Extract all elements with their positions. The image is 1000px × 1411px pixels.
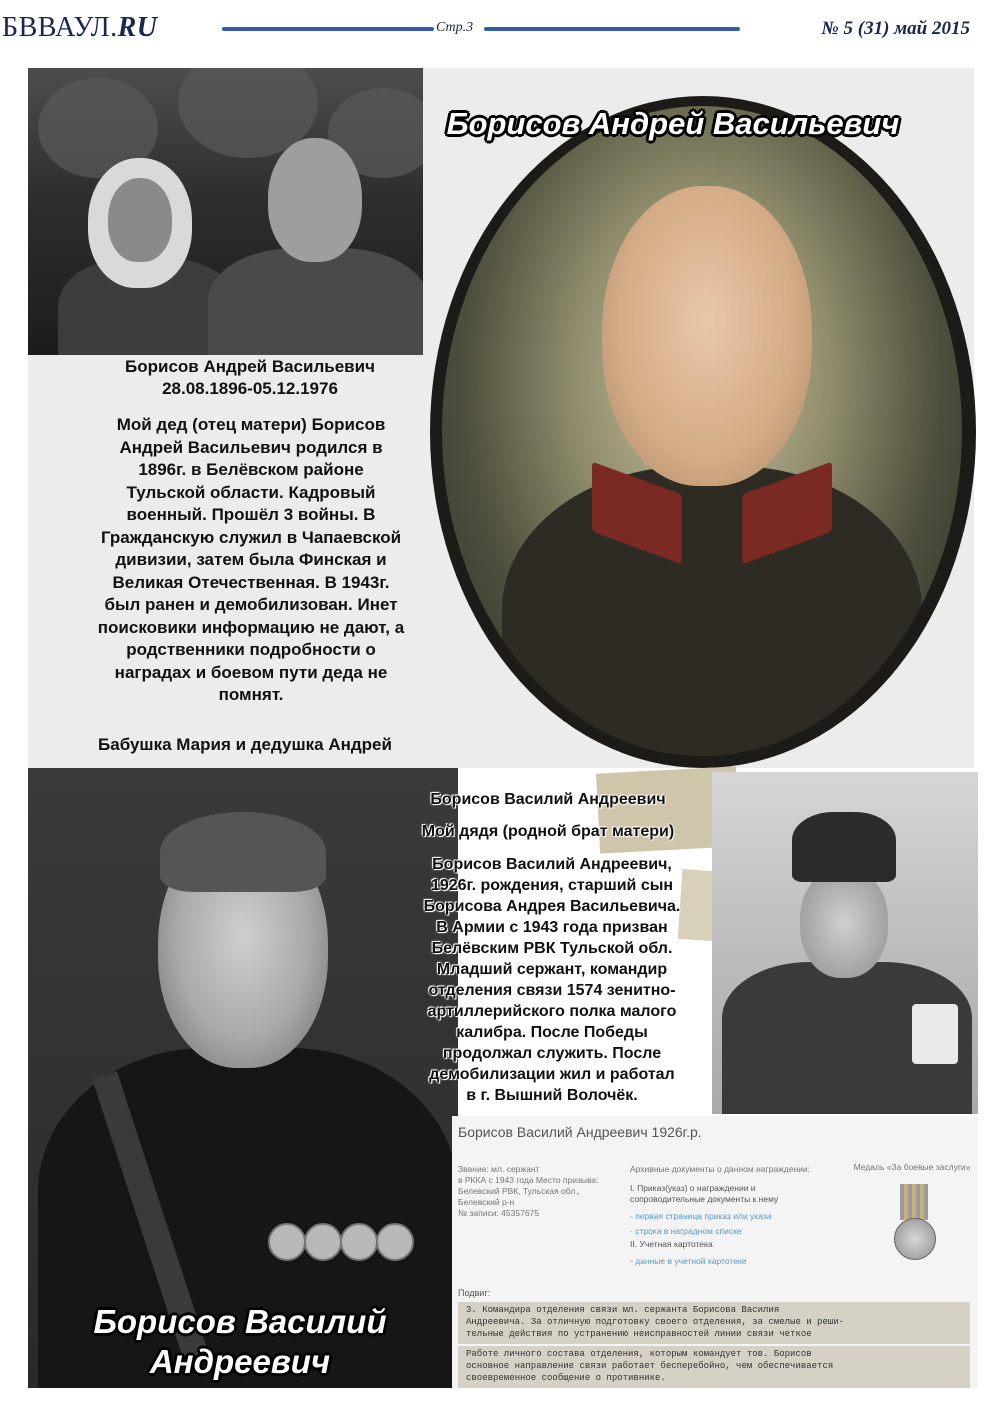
detail-line: Белевский р-н <box>458 1197 515 1207</box>
soldier-details <box>458 1164 608 1219</box>
bio-line: в г. Вышний Волочёк. <box>466 1087 638 1104</box>
bottom-person-name: Борисов Василий Андреевич <box>430 791 666 808</box>
bio-line: Гражданскую служил в Чапаевской <box>100 527 402 547</box>
bio-line: В Армии с 1943 года призван <box>436 919 668 936</box>
bio-line: Мой дед (отец матери) Борисов <box>116 415 386 434</box>
oval-portrait <box>430 96 976 768</box>
couple-photo-caption: Бабушка Мария и дедушка Андрей <box>98 735 392 754</box>
bio-line: помнят. <box>218 685 284 704</box>
citation-line: 3. Командира отделения связи мл. сержанта Борисова Василия <box>466 1305 780 1315</box>
bio-line: наградах и боевом пути деда не <box>114 662 388 682</box>
bio-line: продолжал служить. После <box>442 1045 662 1062</box>
bio-line: был ранен и демобилизован. Инет <box>104 595 398 614</box>
bio-line: поисковики информацию не дают, а <box>97 617 405 637</box>
top-person-name-block <box>50 356 450 400</box>
archive-link[interactable]: - первая страница приказ или указа <box>630 1211 772 1221</box>
top-portrait-title: Борисов Андрей Васильевич <box>446 106 900 141</box>
citation-strip-2 <box>458 1346 970 1388</box>
bio-line: Андрей Васильевич родился в <box>119 437 383 457</box>
title-line: Борисов Василий <box>93 1303 387 1340</box>
title-line: Андреевич <box>149 1343 331 1380</box>
bio-line: Борисова Андрея Васильевича. <box>423 898 681 915</box>
detail-line: в РККА с 1943 года Место призыва: <box>458 1175 599 1185</box>
soldier-photo <box>712 772 978 1114</box>
bio-line: Младший сержант, командир <box>436 961 668 978</box>
detail-line: Белевский РВК, Тульская обл., <box>458 1186 580 1196</box>
bio-line: отделения связи 1574 зенитно- <box>428 982 676 999</box>
feat-label: Подвиг: <box>458 1288 491 1298</box>
bio-line: Великая Отечественная. В 1943г. <box>112 572 390 592</box>
citation-line: Работе личного состава отделения, которым командует тов. Борисов <box>466 1349 812 1359</box>
bio-line: артиллерийского полка малого <box>427 1003 677 1020</box>
issue-number: № 5 (31) май 2015 <box>821 18 970 39</box>
logo-suffix: RU <box>117 12 158 43</box>
bio-line: Белёвским РВК Тульской обл. <box>431 940 673 957</box>
archive-link[interactable]: - данные в учетной картотеке <box>630 1256 747 1266</box>
couple-photo <box>28 68 423 355</box>
citation-line: тельные действия по устранению неисправностей линии связи четкое <box>466 1329 812 1339</box>
award-card-title: Борисов Василий Андреевич 1926г.р. <box>458 1124 702 1140</box>
medal-name: Медаль «За боевые заслуги» <box>853 1162 971 1172</box>
masthead <box>0 0 1000 46</box>
award-record-card <box>452 1116 978 1388</box>
bio-line: дивизии, затем была Финская и <box>115 550 387 569</box>
archive-link[interactable]: - строка в наградном списке <box>630 1226 742 1236</box>
top-person-dates: 28.08.1896-05.12.1976 <box>162 379 338 398</box>
page-number: Стр.3 <box>436 20 474 35</box>
bio-line: 1926г. рождения, старший сын <box>430 877 674 894</box>
citation-line: Андреевича. За отличную подготовку своего отделения, за смелые и реши- <box>466 1317 845 1327</box>
header-rule-left <box>222 27 434 31</box>
top-bio <box>28 414 474 707</box>
bio-line: демобилизации жил и работал <box>429 1066 675 1083</box>
logo-main-text: БВВАУЛ. <box>2 12 118 43</box>
bottom-portrait-title <box>40 1302 440 1382</box>
citation-line: основное направление связи работает бесперебойно, чем обеспечивается <box>466 1361 834 1371</box>
bio-line: 1896г. в Белёвском районе <box>138 460 364 479</box>
archive-heading: Архивные документы о данном награждении: <box>630 1164 810 1174</box>
archive-documents <box>630 1164 830 1267</box>
bottom-person-relation: Мой дядя (родной брат матери) <box>421 823 675 840</box>
header-rule-right <box>484 27 740 31</box>
bottom-bio <box>372 854 732 1106</box>
medal-icon <box>890 1184 938 1276</box>
archive-item: I. Приказ(указ) о награждении и сопроводительные документы к нему <box>630 1183 779 1204</box>
detail-line: № записи: 45357675 <box>458 1208 539 1218</box>
top-person-name: Борисов Андрей Васильевич <box>125 357 375 376</box>
bio-line: Борисов Василий Андреевич, <box>432 856 672 873</box>
bio-line: родственники подробности о <box>126 640 376 659</box>
bio-line: калибра. После Победы <box>456 1024 648 1041</box>
archive-item: II. Учетная картотека <box>630 1239 713 1249</box>
citation-strip-1 <box>458 1302 970 1344</box>
citation-line: своевременное сообщение о противнике. <box>466 1373 666 1383</box>
bio-line: военный. Прошёл 3 войны. В <box>126 505 376 524</box>
bio-line: Тульской области. Кадровый <box>126 482 376 502</box>
newspaper-logo <box>2 12 158 44</box>
detail-line: Звание: мл. сержант <box>458 1164 540 1174</box>
